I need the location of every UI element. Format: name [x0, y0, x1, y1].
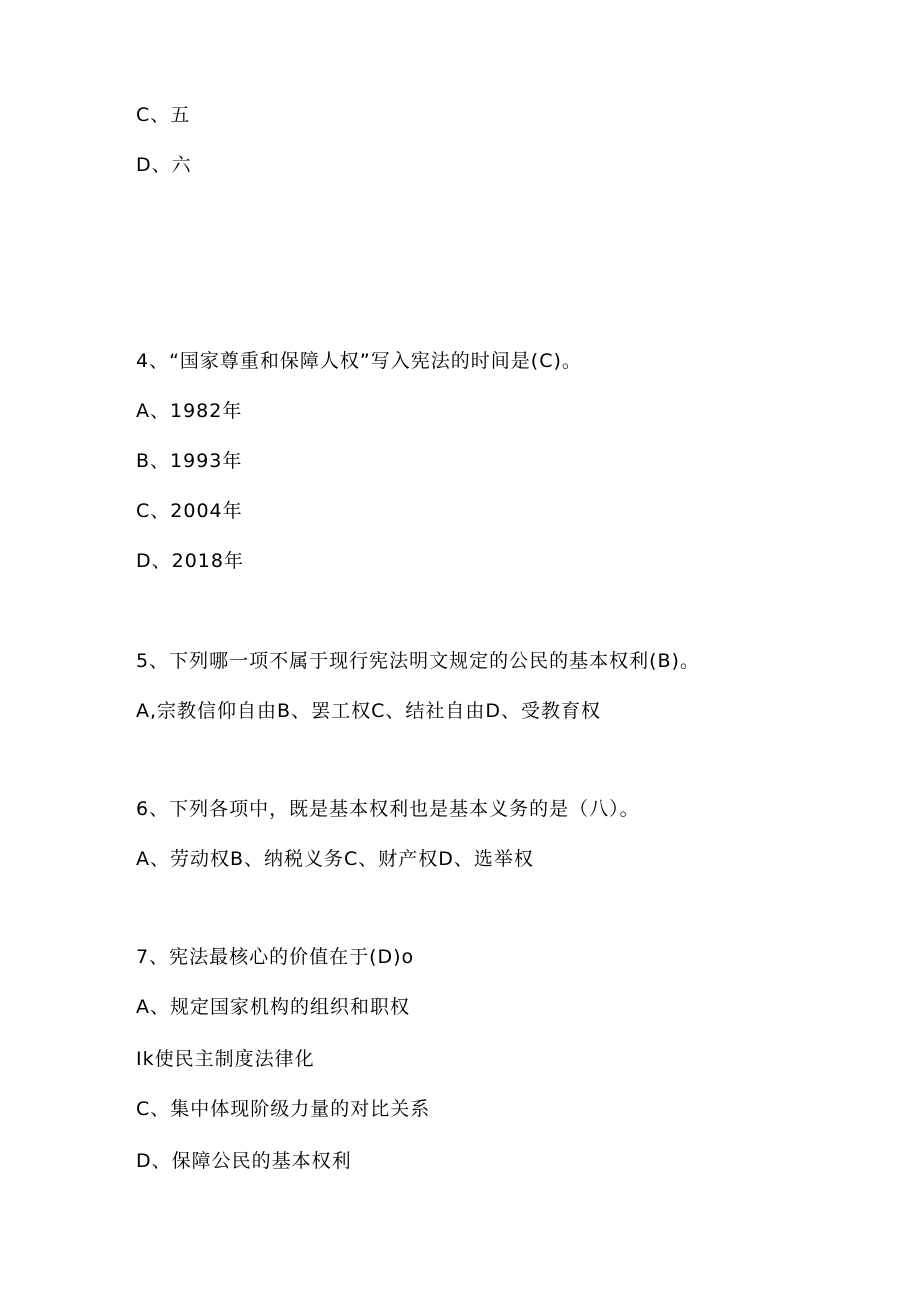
q5-question: 5、下列哪一项不属于现行宪法明文规定的公民的基本权利(B)。 [136, 650, 700, 672]
q7-option-a: A、规定国家机构的组织和职权 [136, 996, 410, 1018]
q4-option-b: B、1993年 [136, 450, 243, 472]
q7-option-b: Ik使民主制度法律化 [136, 1048, 315, 1070]
q7-question: 7、宪法最核心的价值在于(D)o [136, 946, 415, 968]
q7-option-c: C、集中体现阶级力量的对比关系 [136, 1098, 431, 1120]
q7-option-d: D、保障公民的基本权利 [136, 1150, 352, 1172]
q5-options: A,宗教信仰自由B、罢工权C、结社自由D、受教育权 [136, 700, 601, 722]
q4-option-c: C、2004年 [136, 500, 243, 522]
q4-question: 4、“国家尊重和保障人权”写入宪法的时间是(C)。 [136, 350, 582, 372]
q4-option-d: D、2018年 [136, 550, 244, 572]
q6-options: A、劳动权B、纳税义务C、财产权D、选举权 [136, 848, 534, 870]
q3-option-c: C、五 [136, 104, 191, 126]
q4-option-a: A、1982年 [136, 400, 243, 422]
q6-question: 6、下列各项中，既是基本权利也是基本义务的是（八）。 [136, 798, 640, 820]
q3-option-d: D、六 [136, 154, 192, 176]
